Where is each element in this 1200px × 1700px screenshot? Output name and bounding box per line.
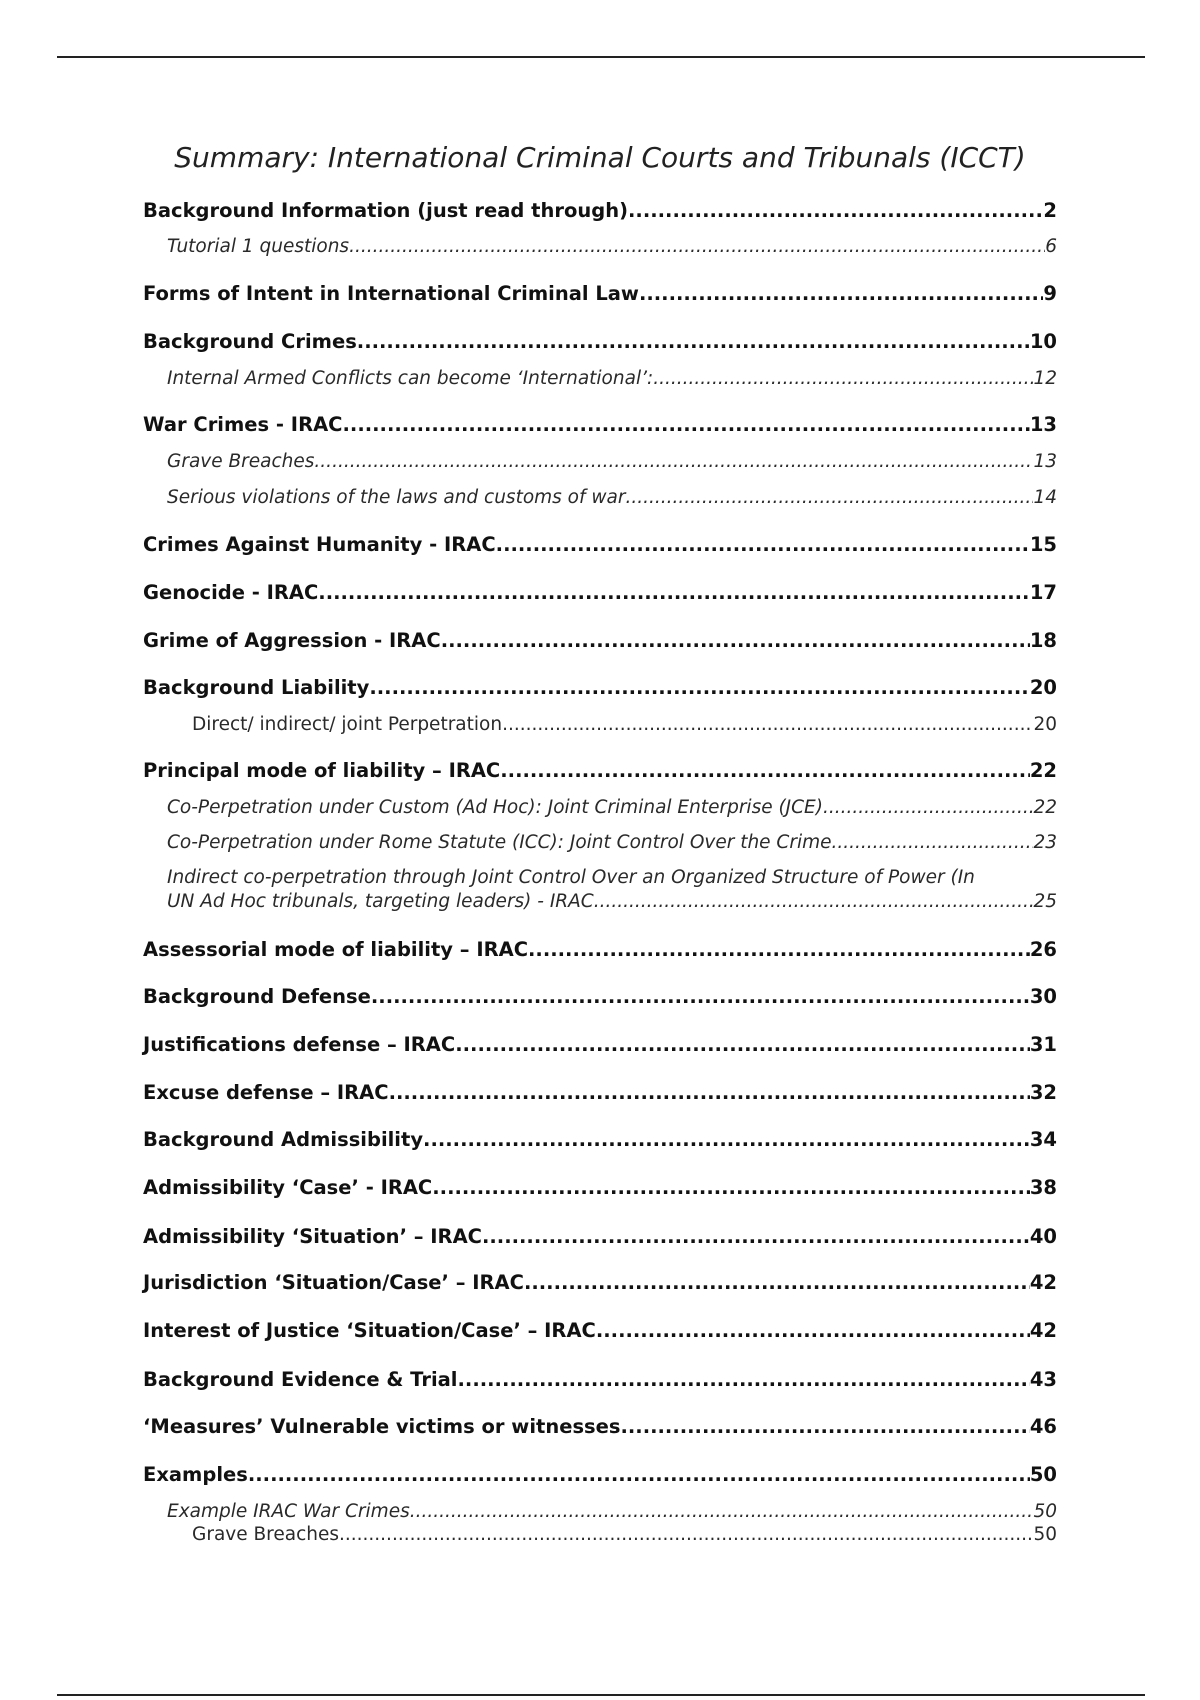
toc-subentry[interactable] bbox=[167, 450, 1057, 474]
dot-leader bbox=[423, 1127, 1030, 1153]
toc-page-number: 10 bbox=[1029, 330, 1057, 353]
dot-leader bbox=[349, 235, 1045, 259]
toc-entry-label: Background Evidence & Trial bbox=[143, 1368, 458, 1391]
toc-page-number: 13 bbox=[1029, 413, 1057, 436]
toc-entry-label: Background Information (just read through) bbox=[143, 199, 629, 222]
toc-page-number: 26 bbox=[1029, 938, 1057, 961]
toc-entry-label: ‘Measures’ Vulnerable victims or witnesses bbox=[143, 1415, 621, 1438]
toc-entry-label: Internal Armed Conflicts can become ‘International’: bbox=[167, 368, 654, 389]
dot-leader bbox=[496, 532, 1030, 558]
toc-entry[interactable] bbox=[143, 1414, 1057, 1440]
dot-leader bbox=[314, 450, 1033, 474]
dot-leader bbox=[596, 1318, 1030, 1344]
toc-page-number: 18 bbox=[1029, 629, 1057, 652]
toc-entry-label: Grave Breaches bbox=[167, 451, 315, 472]
toc-page-number: 38 bbox=[1029, 1176, 1057, 1199]
document-title: Summary: International Criminal Courts and Tribunals (ICCT) bbox=[174, 141, 1026, 174]
toc-entry-label: Admissibility ‘Situation’ – IRAC bbox=[143, 1225, 482, 1248]
toc-subentry[interactable] bbox=[167, 235, 1057, 259]
toc-subentry[interactable] bbox=[167, 866, 1057, 914]
toc-entry[interactable] bbox=[143, 281, 1057, 307]
toc-entry-label: Crimes Against Humanity - IRAC bbox=[143, 533, 496, 556]
toc-entry[interactable] bbox=[143, 1367, 1057, 1393]
toc-entry-label: Excuse defense – IRAC bbox=[143, 1081, 389, 1104]
toc-page-number: 13 bbox=[1033, 451, 1057, 472]
dot-leader bbox=[502, 713, 1033, 737]
toc-subentry[interactable] bbox=[192, 1523, 1057, 1547]
toc-page-number: 22 bbox=[1033, 797, 1057, 818]
dot-leader bbox=[410, 1500, 1034, 1524]
toc-entry[interactable] bbox=[143, 1127, 1057, 1153]
dot-leader bbox=[628, 198, 1043, 224]
dot-leader bbox=[343, 412, 1030, 438]
toc-subentry[interactable] bbox=[167, 486, 1057, 510]
toc-page-number: 14 bbox=[1033, 487, 1057, 508]
dot-leader bbox=[823, 796, 1033, 820]
dot-leader bbox=[482, 1224, 1030, 1250]
dot-leader bbox=[524, 1270, 1030, 1296]
toc-entry-label: Examples bbox=[143, 1463, 248, 1486]
toc-page-number: 9 bbox=[1043, 282, 1057, 305]
toc-entry[interactable] bbox=[143, 532, 1057, 558]
toc-entry[interactable] bbox=[143, 1270, 1057, 1296]
toc-subentry[interactable] bbox=[192, 713, 1057, 737]
dot-leader bbox=[441, 628, 1030, 654]
toc-subentry[interactable] bbox=[167, 831, 1057, 855]
dot-leader bbox=[369, 675, 1030, 701]
toc-entry-label: Example IRAC War Crimes bbox=[167, 1501, 410, 1522]
dot-leader bbox=[248, 1462, 1030, 1488]
toc-page-number: 46 bbox=[1029, 1415, 1057, 1438]
toc-entry-label: War Crimes - IRAC bbox=[143, 413, 343, 436]
dot-leader bbox=[653, 367, 1033, 391]
toc-entry[interactable] bbox=[143, 984, 1057, 1010]
toc-page-number: 25 bbox=[1033, 891, 1057, 912]
header-rule bbox=[57, 56, 1145, 58]
toc-page-number: 20 bbox=[1029, 676, 1057, 699]
toc-page-number: 50 bbox=[1033, 1501, 1057, 1522]
dot-leader bbox=[620, 1414, 1029, 1440]
toc-entry-label: Assessorial mode of liability – IRAC bbox=[143, 938, 529, 961]
dot-leader bbox=[318, 580, 1030, 606]
toc-entry-label: Co-Perpetration under Custom (Ad Hoc): Joint Criminal Enterprise (JCE) bbox=[167, 797, 823, 818]
toc-page-number: 34 bbox=[1029, 1128, 1057, 1151]
toc-page-number: 40 bbox=[1029, 1225, 1057, 1248]
dot-leader bbox=[389, 1080, 1030, 1106]
toc-entry-label: Background Admissibility bbox=[143, 1128, 424, 1151]
toc-entry-label: Background Defense bbox=[143, 985, 371, 1008]
toc-page-number: 15 bbox=[1029, 533, 1057, 556]
toc-entry[interactable] bbox=[143, 1462, 1057, 1488]
toc-entry-label: Co-Perpetration under Rome Statute (ICC): Joint Control Over the Crime bbox=[167, 832, 832, 853]
dot-leader bbox=[625, 486, 1033, 510]
toc-entry-label: Justifications defense – IRAC bbox=[143, 1033, 456, 1056]
toc-entry-label: Principal mode of liability – IRAC bbox=[143, 759, 501, 782]
toc-page-number: 20 bbox=[1033, 714, 1057, 735]
dot-leader bbox=[339, 1523, 1033, 1547]
toc-page-number: 6 bbox=[1045, 236, 1057, 257]
toc-page-number: 43 bbox=[1029, 1368, 1057, 1391]
toc-page-number: 23 bbox=[1033, 832, 1057, 853]
toc-page-number: 22 bbox=[1029, 759, 1057, 782]
toc-subentry[interactable] bbox=[167, 796, 1057, 820]
toc-entry[interactable] bbox=[143, 628, 1057, 654]
toc-entry-label: Interest of Justice ‘Situation/Case’ – IRAC bbox=[143, 1319, 596, 1342]
toc-entry-label: Indirect co-perpetration through Joint Control Over an Organized Structure of Power (In bbox=[167, 867, 975, 888]
toc-entry-label: Admissibility ‘Case’ - IRAC bbox=[143, 1176, 433, 1199]
toc-page-number: 12 bbox=[1033, 368, 1057, 389]
dot-leader bbox=[639, 281, 1043, 307]
toc-subentry[interactable] bbox=[167, 367, 1057, 391]
toc-page-number: 50 bbox=[1029, 1463, 1057, 1486]
toc-entry-label: Direct/ indirect/ joint Perpetration bbox=[192, 714, 503, 735]
toc-page-number: 30 bbox=[1029, 985, 1057, 1008]
toc-entry-label: Jurisdiction ‘Situation/Case’ – IRAC bbox=[143, 1271, 524, 1294]
toc-page-number: 32 bbox=[1029, 1081, 1057, 1104]
toc-entry[interactable] bbox=[143, 1318, 1057, 1344]
toc-entry[interactable] bbox=[143, 580, 1057, 606]
dot-leader bbox=[432, 1175, 1030, 1201]
toc-entry-label: Serious violations of the laws and customs of war bbox=[167, 487, 626, 508]
toc-page-number: 17 bbox=[1029, 581, 1057, 604]
toc-entry[interactable] bbox=[143, 1224, 1057, 1250]
toc-entry[interactable] bbox=[143, 198, 1057, 224]
toc-entry[interactable] bbox=[143, 1032, 1057, 1058]
dot-leader bbox=[528, 937, 1030, 963]
toc-entry-label: Grave Breaches bbox=[192, 1524, 340, 1545]
toc-page-number: 31 bbox=[1029, 1033, 1057, 1056]
toc-entry-label: Background Crimes bbox=[143, 330, 357, 353]
toc-page-number: 2 bbox=[1043, 199, 1057, 222]
toc-entry[interactable] bbox=[143, 329, 1057, 355]
dot-leader bbox=[594, 890, 1034, 914]
footer-rule bbox=[57, 1694, 1145, 1696]
toc-entry[interactable] bbox=[143, 412, 1057, 438]
toc-entry-label: Tutorial 1 questions bbox=[167, 236, 350, 257]
toc-entry[interactable] bbox=[143, 1080, 1057, 1106]
toc-page-number: 50 bbox=[1033, 1524, 1057, 1545]
dot-leader bbox=[458, 1367, 1030, 1393]
dot-leader bbox=[371, 984, 1030, 1010]
toc-entry[interactable] bbox=[143, 937, 1057, 963]
toc-page-number: 42 bbox=[1029, 1319, 1057, 1342]
toc-entry-label: Background Liability bbox=[143, 676, 370, 699]
toc-subentry[interactable] bbox=[167, 1500, 1057, 1524]
dot-leader bbox=[357, 329, 1030, 355]
dot-leader bbox=[455, 1032, 1030, 1058]
toc-entry[interactable] bbox=[143, 758, 1057, 784]
dot-leader bbox=[500, 758, 1030, 784]
toc-entry-label: Forms of Intent in International Criminal Law bbox=[143, 282, 639, 305]
toc-page-number: 42 bbox=[1029, 1271, 1057, 1294]
dot-leader bbox=[832, 831, 1034, 855]
toc-entry[interactable] bbox=[143, 675, 1057, 701]
toc-entry-label-continued: UN Ad Hoc tribunals, targeting leaders) - IRAC bbox=[167, 891, 594, 912]
toc-entry-label: Grime of Aggression - IRAC bbox=[143, 629, 441, 652]
toc-entry[interactable] bbox=[143, 1175, 1057, 1201]
toc-entry-label: Genocide - IRAC bbox=[143, 581, 319, 604]
